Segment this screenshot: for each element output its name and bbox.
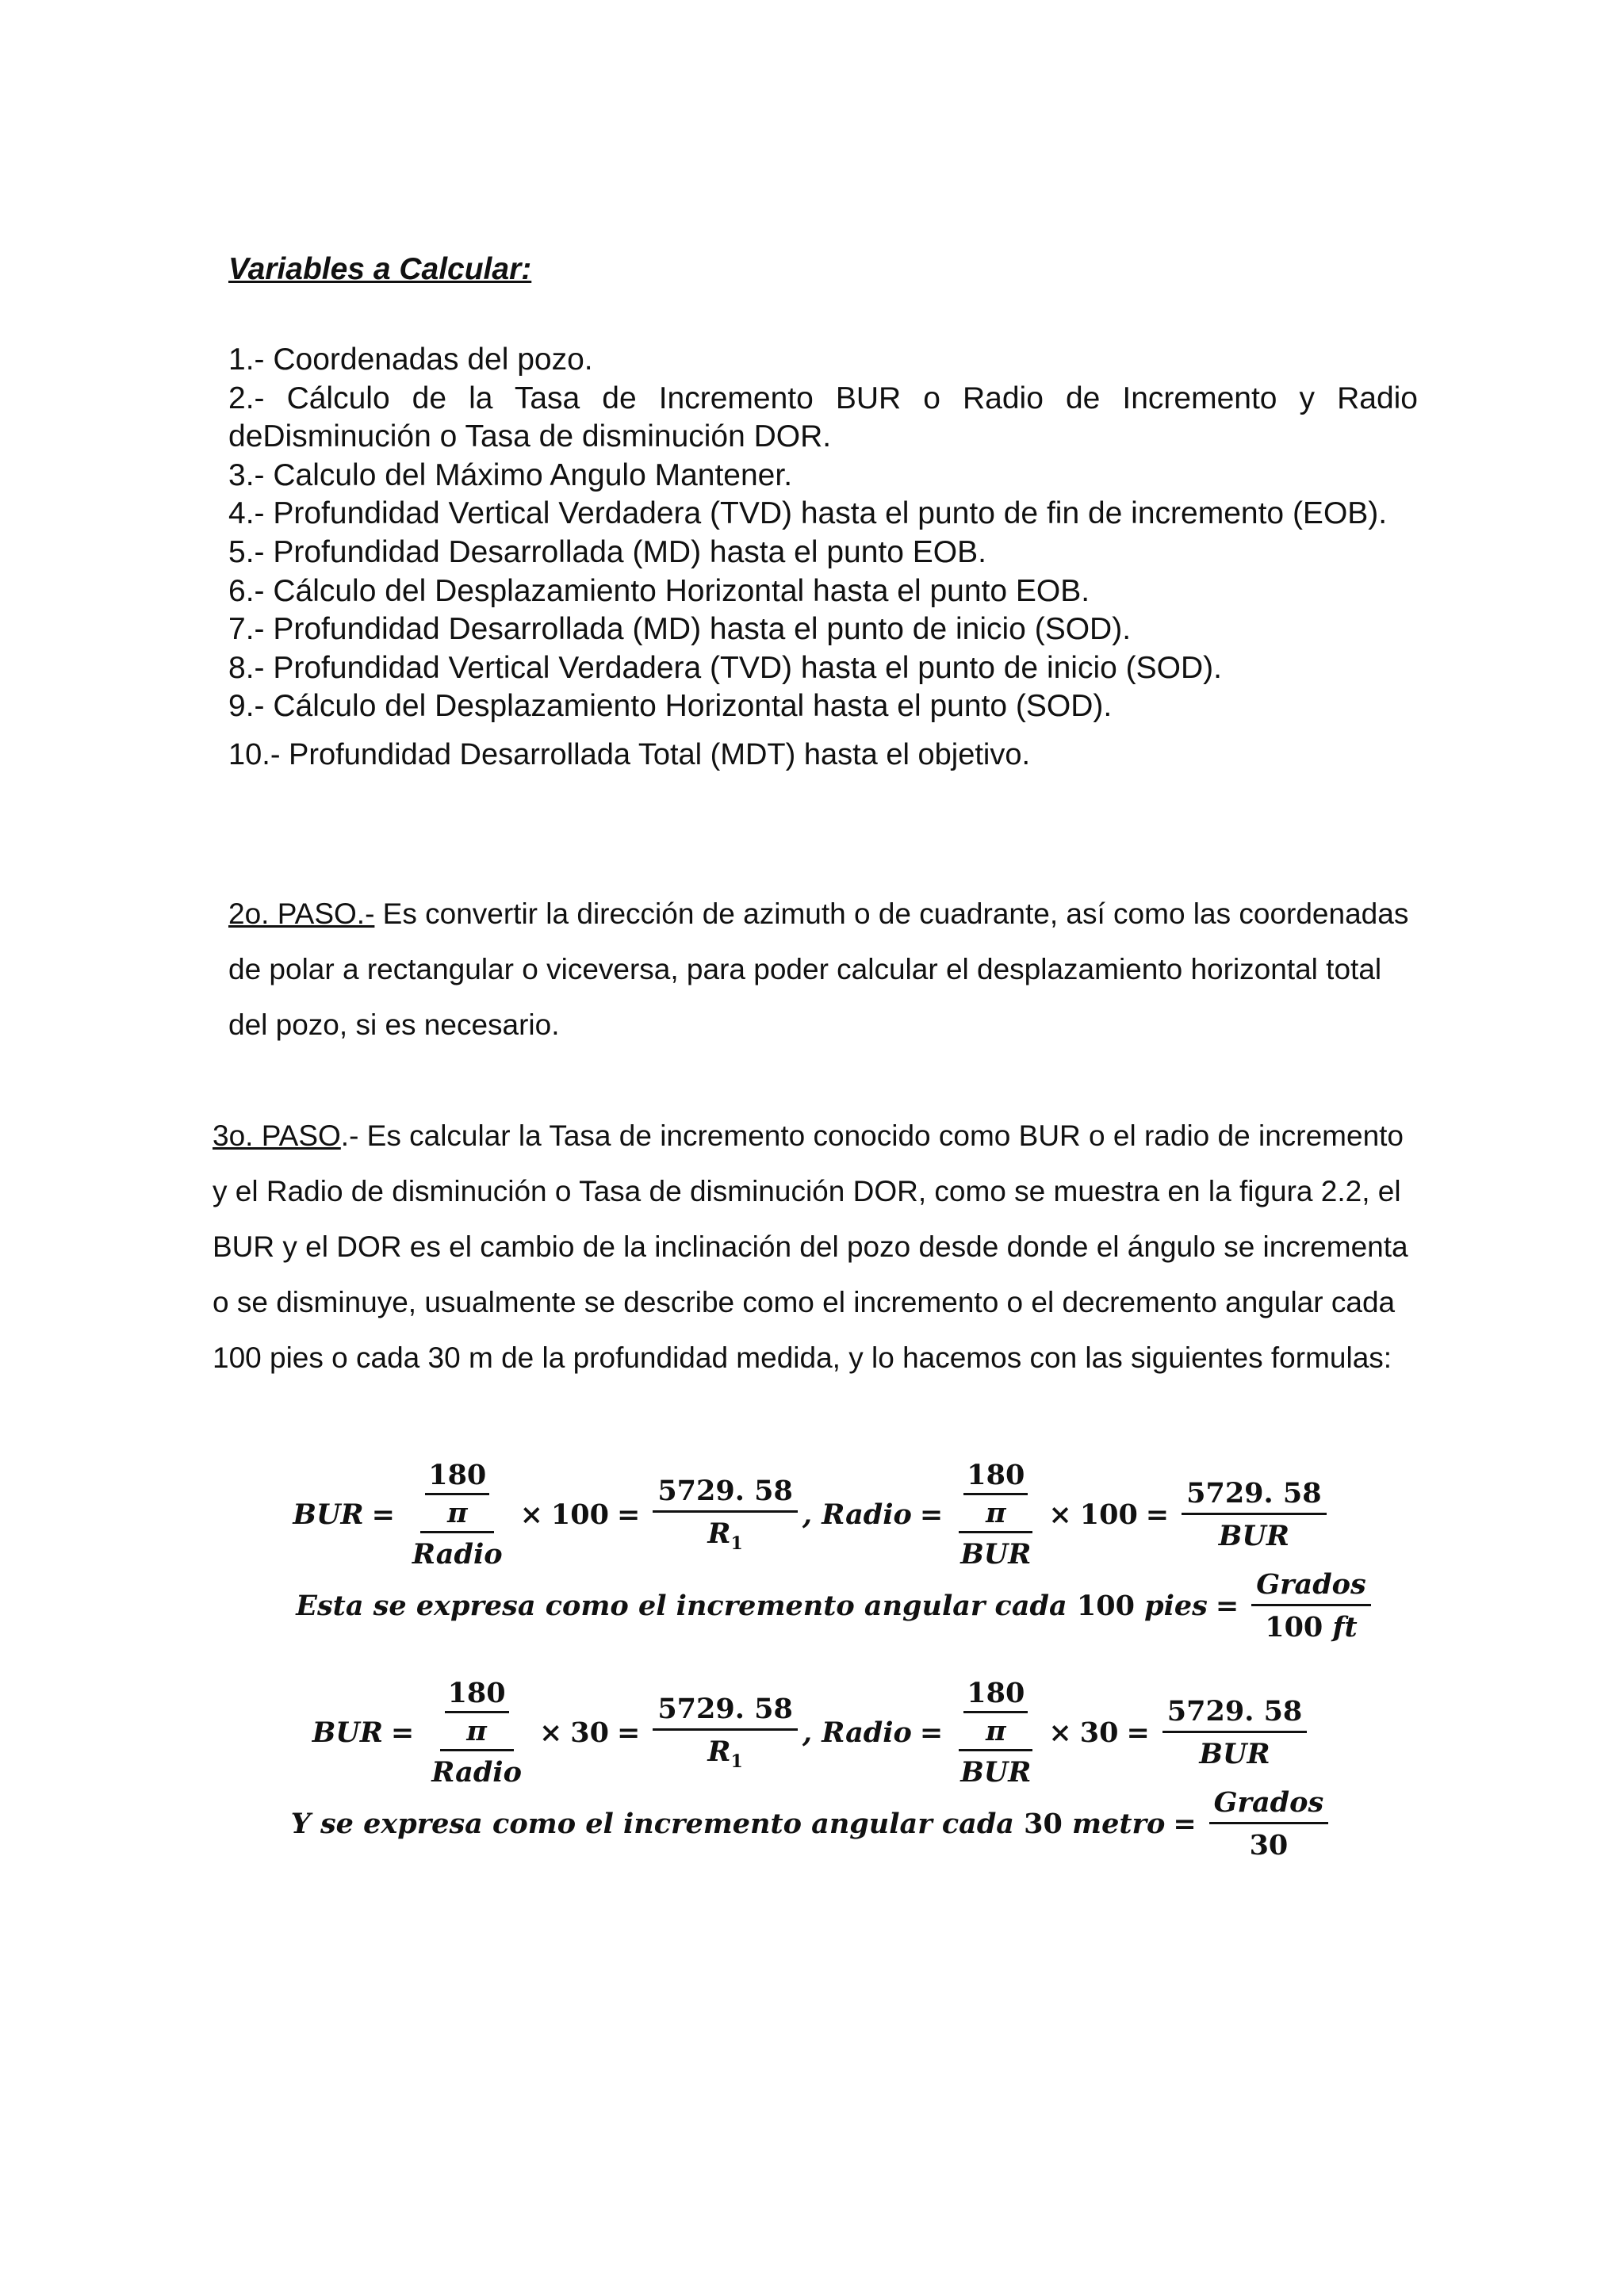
formula-bur-30: BUR = $\frac{\frac{180}{\pi}}{\text{Radio}}$ × 30 = $\frac{5729. 58}{R_1}$ , Radio = $\frac{\frac{180}{\pi}}{\text{BUR}}$ × 30 = $\frac{5729. 58}{\text{BUR}}$ [0, 1677, 1624, 1788]
paso3-text: .- Es calcular la Tasa de incremento conocido como BUR o el radio de incremento y el Radio de disminución o Tasa de disminución DOR, como se muestra en la figura 2.2, el BUR y el DOR es el cambio de la inclinación del pozo desde donde el ángulo se incrementa o se disminuye, usualmente se describe como el incremento o el decremento angular cada 100 pies o cada 30 m de la profundidad medida, y lo hacemos con las siguientes formulas: [213, 1119, 1408, 1374]
expression-100-pies: Esta se expresa como el incremento angular cada 100 pies = $\frac{\text{Grados}}{100 ft}$ [0, 1562, 1624, 1649]
paso3-label: 3o. PASO [213, 1119, 341, 1152]
paso3-paragraph [213, 1108, 1418, 1386]
formula-bur-100: BUR = $\frac{\frac{180}{\pi}}{\text{Radio}}$ × 100 = $\frac{5729. 58}{R_1}$ , Radio = $\frac{\frac{180}{\pi}}{\text{BUR}}$ × 100 = $\frac{5729. 58}{\text{BUR}}$ [0, 1459, 1624, 1570]
fraction: $\frac{5729. 58}{\text{BUR}}$ [1162, 1695, 1308, 1770]
paso2-label: 2o. PASO.- [228, 897, 375, 930]
fraction: $\frac{5729. 58}{R_1}$ [653, 1475, 798, 1554]
list-item: 6.- Cálculo del Desplazamiento Horizontal hasta el punto EOB. [228, 573, 1090, 608]
fraction: $\frac{\text{Grados}}{30}$ [1209, 1786, 1329, 1862]
fraction: $\frac{\text{Grados}}{100 ft}$ [1251, 1568, 1371, 1644]
list-item: 10.- Profundidad Desarrollada Total (MDT) hasta el objetivo. [228, 737, 1031, 771]
list-item: 2.- Cálculo de la Tasa de Incremento BUR o Radio de Incremento y Radio deDisminución o Tasa de disminución DOR. [228, 381, 1418, 454]
list-item: 1.- Coordenadas del pozo. [228, 342, 593, 377]
list-item: 7.- Profundidad Desarrollada (MD) hasta el punto de inicio (SOD). [228, 612, 1132, 647]
fraction: $\frac{5729. 58}{R_1}$ [653, 1693, 798, 1772]
list-item: 8.- Profundidad Vertical Verdadera (TVD) hasta el punto de inicio (SOD). [228, 650, 1222, 685]
paso2-paragraph [228, 886, 1418, 1053]
fraction: $\frac{\frac{180}{\pi}}{\text{BUR}}$ [960, 1676, 1032, 1789]
list-item: 3.- Calculo del Máximo Angulo Mantener. [228, 457, 793, 492]
list-item: 4.- Profundidad Vertical Verdadera (TVD) hasta el punto de fin de incremento (EOB). [228, 496, 1388, 531]
expression-30-metro: Y se expresa como el incremento angular cada 30 metro = $\frac{\text{Grados}}{30}$ [0, 1780, 1624, 1867]
fraction: $\frac{5729. 58}{\text{BUR}}$ [1182, 1477, 1327, 1552]
variables-list [228, 341, 1418, 775]
section-heading: Variables a Calcular: [228, 252, 532, 286]
fraction: $\frac{\frac{180}{\pi}}{\text{BUR}}$ [960, 1458, 1032, 1571]
fraction: $\frac{\frac{180}{\pi}}{\text{Radio}}$ [412, 1458, 503, 1571]
list-item: 9.- Cálculo del Desplazamiento Horizontal hasta el punto (SOD). [228, 689, 1113, 724]
list-item: 5.- Profundidad Desarrollada (MD) hasta el punto EOB. [228, 534, 986, 569]
fraction: $\frac{\frac{180}{\pi}}{\text{Radio}}$ [431, 1676, 522, 1789]
paso2-text: Es convertir la dirección de azimuth o de cuadrante, así como las coordenadas de polar a rectangular o viceversa, para poder calcular el desplazamiento horizontal total del pozo, si es necesario. [228, 897, 1409, 1041]
